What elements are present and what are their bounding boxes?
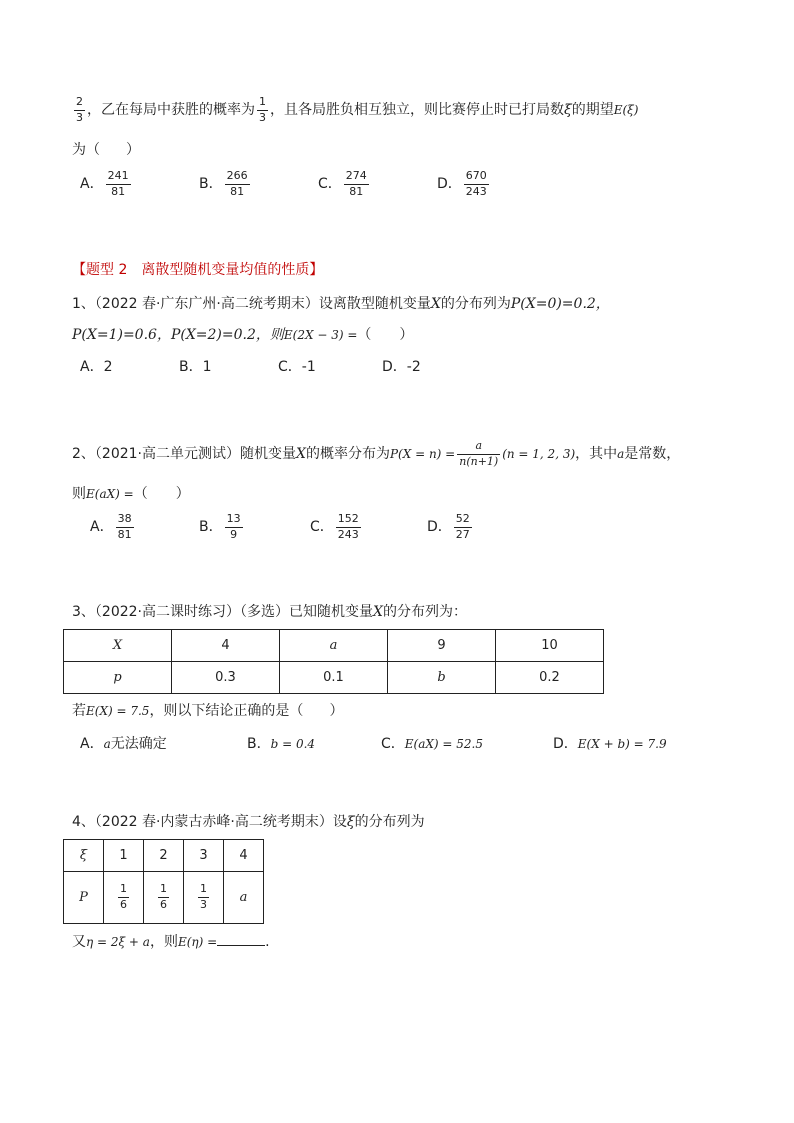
q2-line-2: 则E(aX) =（ ） [72,486,190,502]
intro-line-1: $\frac{2}{3}$ ，乙在每局中获胜的概率为 $\frac{1}{3}$ ，且各局胜负相互独立，则比赛停止时已打局数ξ的期望E(ξ) [76,95,639,124]
q3-value-cell: a [280,630,388,662]
q4-line-1: 4、（2022 春·内蒙古赤峰·高二统考期末）设ξ的分布列为 [72,814,425,830]
intro-option-b: B． $\frac{266}{81}$ [199,169,248,198]
q1-option-b: B．1 [179,359,212,375]
q2-option-a: A． $\frac{38}{81}$ [90,512,132,541]
intro-line-2: 为（ ） [72,142,140,158]
q3-option-a: A．a无法确定 [80,736,167,752]
q4-value-cell: 3 [184,840,224,872]
fraction-two-thirds: $\frac{2}{3}$ [76,95,83,124]
q3-option-c: C．E(aX) = 52.5 [381,736,484,752]
q4-header-cell: ξ [64,840,104,872]
q3-condition: 若E(X) = 7.5，则以下结论正确的是（ ） [72,703,344,719]
q2-option-d: D． $\frac{52}{27}$ [427,512,470,541]
q3-prob-cell: b [388,662,496,694]
q1-option-d: D．-2 [382,359,421,375]
q1-option-a: A．2 [80,359,113,375]
q3-header-cell: p [64,662,172,694]
q3-value-cell: 9 [388,630,496,662]
q3-distribution-table [63,629,604,694]
q4-prob-cell: $\frac{1}{6}$ [144,872,184,924]
q4-value-cell: 4 [224,840,264,872]
q1-line-1: 1、（2022 春·广东广州·高二统考期末）设离散型随机变量X的分布列为P(X=0)=0.2， [72,296,610,312]
answer-blank[interactable] [217,933,265,946]
q3-prob-cell: 0.2 [496,662,604,694]
q3-header-cell: X [64,630,172,662]
q3-prob-cell: 0.1 [280,662,388,694]
q2-line-1: 2、（2021·高二单元测试）随机变量X的概率分布为P(X = n) = $\frac{a}{n(n+1)}$ (n = 1, 2, 3)，其中a是常数， [72,439,681,468]
q4-prob-cell: $\frac{1}{3}$ [184,872,224,924]
q3-value-cell: 10 [496,630,604,662]
q4-prob-cell: $\frac{1}{6}$ [104,872,144,924]
q3-prob-cell: 0.3 [172,662,280,694]
section-title: 【题型 2 离散型随机变量均值的性质】 [72,262,324,278]
q4-prob-cell: a [224,872,264,924]
q2-fraction: $\frac{a}{n(n+1)}$ [459,439,499,468]
q4-header-cell: P [64,872,104,924]
q3-option-b: B．b = 0.4 [247,736,316,752]
q4-distribution-table [63,839,264,924]
q2-option-c: C． $\frac{152}{243}$ [310,512,359,541]
intro-option-a: A． $\frac{241}{81}$ [80,169,129,198]
q4-value-cell: 2 [144,840,184,872]
q3-value-cell: 4 [172,630,280,662]
q4-value-cell: 1 [104,840,144,872]
q3-line-1: 3、（2022·高二课时练习）（多选）已知随机变量X的分布列为： [72,604,467,620]
fraction-one-third: $\frac{1}{3}$ [259,95,266,124]
q2-option-b: B． $\frac{13}{9}$ [199,512,241,541]
intro-option-c: C． $\frac{274}{81}$ [318,169,367,198]
q1-option-c: C．-1 [278,359,316,375]
intro-option-d: D． $\frac{670}{243}$ [437,169,487,198]
q1-line-2: P(X=1)=0.6，P(X=2)=0.2，则E(2X − 3) =（ ） [72,327,414,343]
q3-option-d: D．E(X + b) = 7.9 [553,736,667,752]
q4-line-2: 又η = 2ξ + a，则E(η) = . [72,934,270,950]
